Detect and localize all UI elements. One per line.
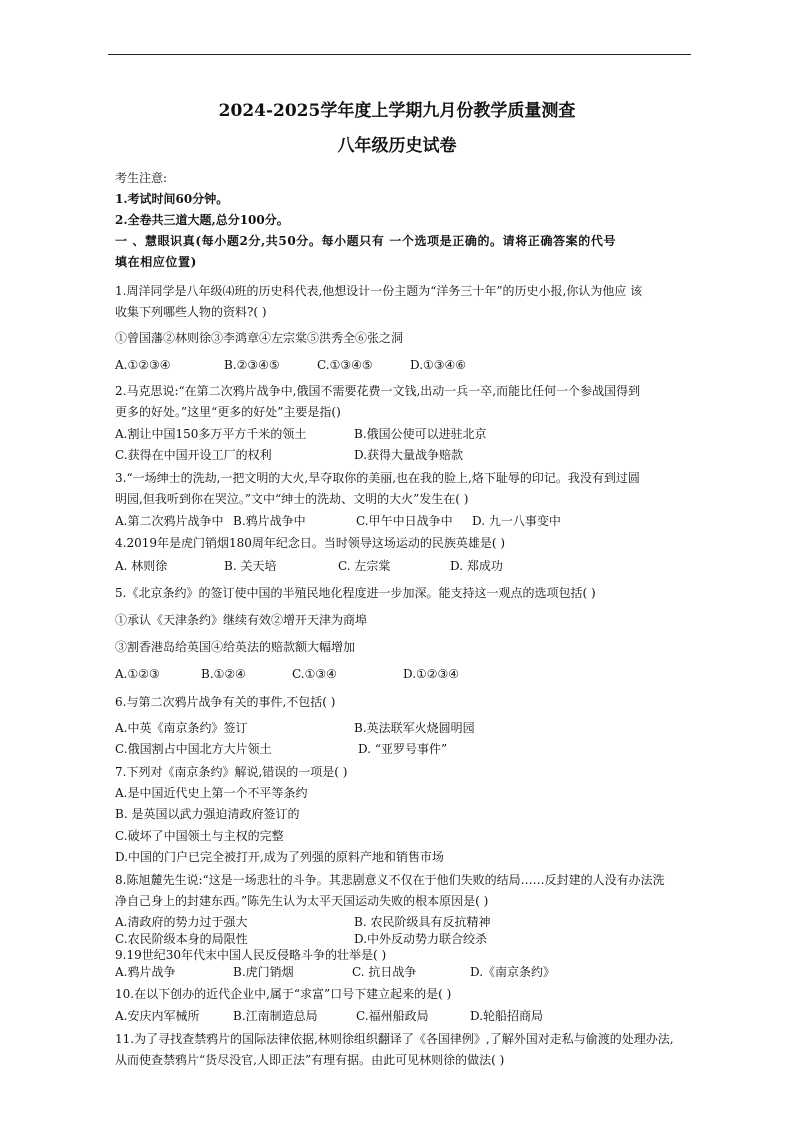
q6-option-a: A.中英《南京条约》签订 — [115, 721, 248, 735]
q6-option-d: D. “亚罗号事件” — [358, 742, 448, 756]
q5-option-d: D.①②③④ — [403, 667, 460, 681]
q1-option-b: B.②③④⑤ — [224, 358, 280, 372]
q3-option-d: D. 九一八事变中 — [472, 514, 561, 528]
q1-items: ①曾国藩②林则徐③李鸿章④左宗棠⑤洪秀全⑥张之洞 — [115, 331, 404, 345]
q1-stem-cont: 收集下列哪些人物的资料?( ) — [115, 305, 267, 319]
q9-stem: 9.19世纪30年代末中国人民反侵略斗争的壮举是( ) — [115, 948, 387, 962]
q10-stem: 10.在以下创办的近代企业中,属于“求富”口号下建立起来的是( ) — [115, 987, 452, 1001]
q7-option-a: A.是中国近代史上第一个不平等条约 — [115, 786, 308, 800]
q8-option-d: D.中外反动势力联合绞杀 — [354, 932, 488, 946]
q5-option-c: C.①③④ — [292, 667, 337, 681]
q4-option-d: D. 郑成功 — [450, 559, 503, 573]
q8-option-a: A.清政府的势力过于强大 — [115, 915, 248, 929]
q1-option-d: D.①③④⑥ — [410, 358, 467, 372]
q11-stem-cont: 从而使查禁鸦片“货尽没官,人即正法”有理有据。由此可见林则徐的做法( ) — [115, 1053, 505, 1067]
q1-option-a: A.①②③④ — [115, 358, 171, 372]
section-heading: 一 、慧眼识真(每小题2分,共50分。每小题只有 一个选项是正确的。请将正确答案的代号 — [115, 234, 617, 248]
q7-stem: 7.下列对《南京条约》解说,错误的一项是( ) — [115, 765, 348, 779]
q2-stem-cont: 更多的好处。”这里“更多的好处”主要是指() — [115, 405, 341, 419]
q8-option-c: C.农民阶级本身的局限性 — [115, 932, 248, 946]
q4-option-a: A. 林则徐 — [115, 559, 168, 573]
q3-stem-cont: 明园,但我听到你在哭泣。”文中“绅士的洗劫、文明的大火”发生在( ) — [115, 492, 469, 506]
q9-option-a: A.鸦片战争 — [115, 965, 176, 979]
q5-items-1: ①承认《天津条约》继续有效②增开天津为商埠 — [115, 613, 368, 627]
q5-stem: 5.《北京条约》的签订使中国的半殖民地化程度进一步加深。能支持这一观点的选项包括( ) — [115, 586, 596, 600]
q9-option-d: D.《南京条约》 — [470, 965, 556, 979]
notice-heading: 考生注意: — [115, 171, 168, 185]
q3-option-c: C.甲午中日战争中 — [356, 514, 453, 528]
header-rule — [108, 54, 691, 55]
q11-stem: 11.为了寻找查禁鸦片的国际法律依据,林则徐组织翻译了《各国律例》,了解外国对走私与偷渡的处理办法, — [115, 1032, 674, 1046]
q2-option-c: C.获得在中国开设工厂的权利 — [115, 448, 272, 462]
notice-score: 2.全卷共三道大题,总分100分。 — [115, 213, 289, 227]
q8-stem-cont: 净自己身上的封建东西。”陈先生认为太平天国运动失败的根本原因是( ) — [115, 894, 489, 908]
q2-stem: 2.马克思说:“在第二次鸦片战争中,俄国不需要花费一文钱,出动一兵一卒,而能比任何一个参战国得到 — [115, 384, 641, 398]
q9-option-b: B.虎门销烟 — [233, 965, 294, 979]
notice-time: 1.考试时间60分钟。 — [115, 192, 229, 206]
q7-option-b: B. 是英国以武力强迫清政府签订的 — [115, 807, 300, 821]
q10-option-c: C.福州船政局 — [356, 1009, 429, 1023]
q10-option-d: D.轮船招商局 — [470, 1009, 544, 1023]
exam-title: 2024-2025学年度上学期九月份教学质量测查 — [218, 101, 576, 121]
q10-option-a: A.安庆内军械所 — [115, 1009, 200, 1023]
q10-option-b: B.江南制造总局 — [233, 1009, 318, 1023]
q4-stem: 4.2019年是虎门销烟180周年纪念日。当时领导这场运动的民族英雄是( ) — [115, 536, 506, 550]
q2-option-d: D.获得大量战争赔款 — [354, 448, 464, 462]
q3-option-b: B.鸦片战争中 — [233, 514, 306, 528]
exam-subtitle: 八年级历史试卷 — [337, 136, 457, 156]
q7-option-d: D.中国的门户已完全被打开,成为了列强的原料产地和销售市场 — [115, 850, 444, 864]
section-heading-cont: 填在相应位置) — [115, 255, 197, 269]
q5-option-b: B.①②④ — [201, 667, 246, 681]
q6-option-c: C.俄国割占中国北方大片领土 — [115, 742, 272, 756]
q9-option-c: C. 抗日战争 — [352, 965, 417, 979]
q8-option-b: B. 农民阶级具有反抗精神 — [354, 915, 491, 929]
q5-items-2: ③割香港岛给英国④给英法的赔款额大幅增加 — [115, 640, 356, 654]
q6-stem: 6.与第二次鸦片战争有关的事件,不包括( ) — [115, 695, 336, 709]
q2-option-a: A.割让中国150多万平方千米的领土 — [115, 427, 307, 441]
q1-stem: 1.周洋同学是八年级⑷班的历史科代表,他想设计一份主题为“洋务三十年”的历史小报,你认为他应 该 — [115, 284, 643, 298]
q3-stem: 3.“一场绅士的洗劫,一把文明的大火,旱夺取你的美丽,也在我的脸上,烙下耻辱的印记。我没有到过圆 — [115, 471, 640, 485]
q5-option-a: A.①②③ — [115, 667, 160, 681]
q4-option-b: B. 关天培 — [224, 559, 277, 573]
q8-stem: 8.陈旭麓先生说:“这是一场悲壮的斗争。其悲剧意义不仅在于他们失败的结局……反封建的人没有办法洗 — [115, 873, 665, 887]
q4-option-c: C. 左宗棠 — [338, 559, 391, 573]
q7-option-c: C.破坏了中国领土与主权的完整 — [115, 829, 284, 843]
q1-option-c: C.①③④⑤ — [317, 358, 373, 372]
q6-option-b: B.英法联军火烧圆明园 — [354, 721, 475, 735]
q2-option-b: B.俄国公使可以进驻北京 — [354, 427, 487, 441]
q3-option-a: A.第二次鸦片战争中 — [115, 514, 224, 528]
